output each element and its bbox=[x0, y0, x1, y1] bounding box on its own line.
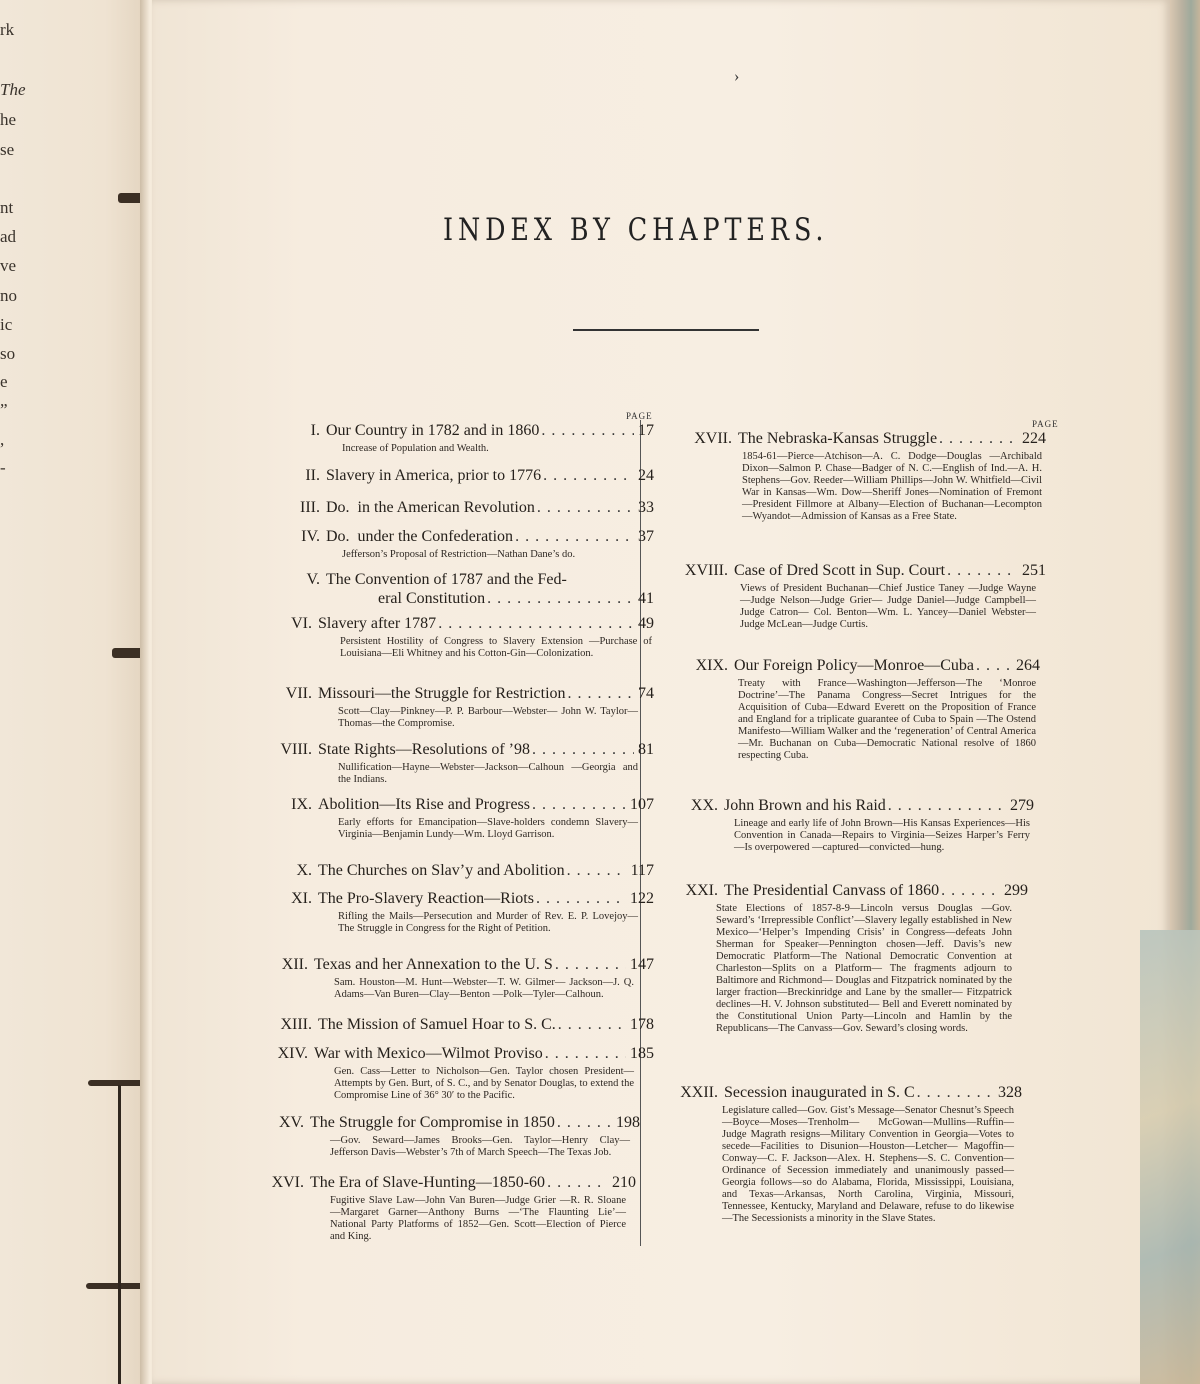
chapter-number: XXII. bbox=[680, 1084, 718, 1101]
chapter-title: Missouri—the Struggle for Restriction bbox=[318, 685, 566, 702]
chapter-title: State Rights—Resolutions of ’98 bbox=[318, 741, 530, 758]
chapter-page: 147 bbox=[630, 956, 654, 973]
chapter-entry bbox=[262, 955, 654, 1001]
chapter-number: VIII. bbox=[280, 741, 312, 758]
chapter-summary: Scott—Clay—Pinkney—P. P. Barbour—Webster— John W. Taylor—Thomas—the Compromise. bbox=[338, 706, 638, 729]
chapter-entry bbox=[262, 614, 654, 660]
chapter-title: The Churches on Slav’y and Abolition bbox=[318, 862, 565, 879]
chapter-number: XX. bbox=[690, 797, 718, 814]
leader-dots bbox=[945, 561, 1018, 580]
chapter-number: I. bbox=[310, 422, 320, 439]
leader-dots bbox=[513, 527, 634, 546]
chapter-entry bbox=[262, 684, 654, 730]
chapter-title: The Era of Slave-Hunting—1850-60 bbox=[310, 1174, 546, 1191]
leader-dots bbox=[556, 1015, 626, 1034]
left-page-fragment: no bbox=[0, 286, 17, 305]
chapter-summary: 1854-61—Pierce—Atchison—A. C. Dodge—Douglas —Archibald Dixon—Salmon P. Chase—Badger of N. C.—English of Ind.—A. H. Stephens—Gov. Reeder—William Phillips—John W. Whitfield—Civil War in Kansas—Wm. Dow—Sheriff Jones—Nomination of Fremont—President Fillmore at Albany—Election of Buchanan—Lecompton—Wyandot—Admission of Kansas as a Free State. bbox=[742, 451, 1042, 522]
printer-mark: › bbox=[734, 68, 740, 85]
chapter-page: 210 bbox=[612, 1174, 636, 1191]
left-page-fragment: ad bbox=[0, 227, 17, 246]
chapter-entry bbox=[262, 570, 654, 608]
left-page-fragment: ” bbox=[0, 400, 8, 419]
chapter-summary: Legislature called—Gov. Gist’s Message—Senator Chesnut’s Speech—Boyce—Moses—Trenholm— McGowan—Mullins—Ruffin—Judge Magrath resigns—Military Convention in Georgia—Votes to secede—Facilities to Disunion—Houston—Letcher— Magoffin—Conway—C. F. Jackson—Alex. H. Stephens—S. C. Convention—Ordinance of Secession immediately and unanimously passed—Georgia follows—so do Alabama, Florida, Mississippi, Louisiana, and Texas—Arkansas, North Carolina, Virginia, Missouri, Tennessee, Kentucky, Maryland and Delaware, refuse to do likewise—The Secessionists a minority in the Slave States. bbox=[722, 1105, 1014, 1224]
chapter-number: XVIII. bbox=[684, 562, 728, 579]
leader-dots bbox=[485, 589, 634, 608]
chapter-entry bbox=[262, 795, 654, 841]
chapter-summary: Persistent Hostility of Congress to Slavery Extension —Purchase of Louisiana—Eli Whitney and his Cotton-Gin—Colonization. bbox=[340, 636, 652, 659]
left-page-fragment: The bbox=[0, 80, 26, 99]
chapter-entry bbox=[662, 429, 1046, 523]
leader-dots bbox=[539, 421, 634, 440]
chapter-entry bbox=[262, 1044, 654, 1102]
chapter-entry bbox=[662, 881, 1028, 1035]
leader-dots bbox=[541, 466, 634, 485]
chapter-entry bbox=[662, 796, 1034, 854]
chapter-title: The Struggle for Compromise in 1850 bbox=[310, 1114, 555, 1131]
chapter-number: X. bbox=[296, 862, 312, 879]
chapter-page: 37 bbox=[638, 528, 654, 545]
chapter-number: VII. bbox=[285, 685, 312, 702]
leader-dots bbox=[974, 656, 1012, 675]
binding-thread bbox=[118, 1085, 121, 1384]
left-page-fragment: rk bbox=[0, 20, 15, 39]
chapter-summary: Early efforts for Emancipation—Slave-holders condemn Slavery—Virginia—Benjamin Lundy—Wm. Lloyd Garrison. bbox=[338, 817, 638, 840]
chapter-title: The Pro-Slavery Reaction—Riots bbox=[318, 890, 534, 907]
chapter-page: 33 bbox=[638, 499, 654, 516]
chapter-entry bbox=[262, 527, 654, 561]
chapter-title: Case of Dred Scott in Sup. Court bbox=[734, 562, 946, 579]
chapter-number: XII. bbox=[281, 956, 308, 973]
chapter-number: XVI. bbox=[271, 1174, 304, 1191]
left-page-fragment: nt bbox=[0, 198, 14, 217]
chapter-page: 251 bbox=[1022, 562, 1046, 579]
chapter-page: 17 bbox=[638, 422, 654, 439]
chapter-number: XVII. bbox=[694, 430, 732, 447]
chapter-summary: Views of President Buchanan—Chief Justice Taney —Judge Wayne—Judge Nelson—Judge Grier— Judge Daniel—Judge Campbell—Judge Catron— Col. Benton—Wm. L. Yancey—Daniel Webster— Judge McLean—Judge Curtis. bbox=[740, 583, 1036, 630]
chapter-number: II. bbox=[305, 467, 320, 484]
chapter-number: VI. bbox=[291, 615, 312, 632]
leader-dots bbox=[530, 740, 634, 759]
left-page-fragment: ic bbox=[0, 315, 13, 334]
chapter-entry bbox=[662, 1083, 1022, 1225]
chapter-entry bbox=[262, 1173, 636, 1243]
chapter-number: XXI. bbox=[685, 882, 718, 899]
chapter-summary: Gen. Cass—Letter to Nicholson—Gen. Taylor chosen President—Attempts by Gen. Burt, of S. C., and by Senator Douglas, to extend the Compromise Line of 36° 30′ to the Pacific. bbox=[334, 1066, 634, 1101]
chapter-entry bbox=[662, 656, 1040, 762]
chapter-summary: Lineage and early life of John Brown—His Kansas Experiences—His Convention in Canada—Repairs to Virginia—Seizes Harper’s Ferry—Is overpowered —captured—convicted—hung. bbox=[734, 818, 1030, 853]
chapter-entry bbox=[262, 861, 654, 880]
left-page-fragment: e bbox=[0, 372, 8, 391]
chapter-title: Abolition—Its Rise and Progress bbox=[318, 796, 530, 813]
chapter-page: 328 bbox=[998, 1084, 1022, 1101]
chapter-summary: Rifling the Mails—Persecution and Murder of Rev. E. P. Lovejoy—The Struggle in Congress for the Right of Petition. bbox=[338, 911, 638, 934]
leader-dots bbox=[937, 429, 1018, 448]
chapter-number: XI. bbox=[291, 890, 312, 907]
chapter-summary: Sam. Houston—M. Hunt—Webster—T. W. Gilmer— Jackson—J. Q. Adams—Van Buren—Clay—Benton —Polk—Tyler—Calhoun. bbox=[334, 977, 634, 1000]
chapter-number: XIII. bbox=[280, 1016, 312, 1033]
chapter-page: 198 bbox=[616, 1114, 640, 1131]
chapter-title: Slavery in America, prior to 1776 bbox=[326, 467, 542, 484]
chapter-title-continued: eral Constitution bbox=[378, 590, 486, 607]
leader-dots bbox=[553, 955, 626, 974]
chapter-page: 264 bbox=[1016, 657, 1040, 674]
leader-dots bbox=[530, 795, 626, 814]
chapter-title: Secession inaugurated in S. C bbox=[724, 1084, 915, 1101]
chapter-page: 107 bbox=[630, 796, 654, 813]
map-background bbox=[1140, 930, 1200, 1384]
chapter-page: 41 bbox=[638, 590, 654, 607]
chapter-summary: Nullification—Hayne—Webster—Jackson—Calhoun —Georgia and the Indians. bbox=[338, 762, 638, 785]
chapter-title: The Presidential Canvass of 1860 bbox=[724, 882, 940, 899]
left-page-fragment: se bbox=[0, 140, 15, 159]
chapter-title: Texas and her Annexation to the U. S bbox=[314, 956, 553, 973]
leader-dots bbox=[543, 1044, 626, 1063]
chapter-number: XV. bbox=[278, 1114, 304, 1131]
leader-dots bbox=[555, 1113, 612, 1132]
chapter-page: 122 bbox=[630, 890, 654, 907]
chapter-number: IV. bbox=[301, 528, 320, 545]
chapter-entry bbox=[262, 498, 654, 517]
leader-dots bbox=[545, 1173, 608, 1192]
chapter-title: The Mission of Samuel Hoar to S. C. bbox=[318, 1016, 556, 1033]
leader-dots bbox=[886, 796, 1006, 815]
left-page-fragment: so bbox=[0, 344, 16, 363]
chapter-title: John Brown and his Raid bbox=[724, 797, 886, 814]
chapter-page: 74 bbox=[638, 685, 654, 702]
leader-dots bbox=[436, 614, 634, 633]
left-page-fragment: ve bbox=[0, 256, 17, 275]
chapter-entry bbox=[262, 1015, 654, 1034]
chapter-entry bbox=[262, 740, 654, 786]
left-page-fragment: , bbox=[0, 430, 5, 449]
chapter-entry bbox=[262, 1113, 640, 1159]
chapter-title: The Nebraska-Kansas Struggle bbox=[738, 430, 938, 447]
chapter-entry bbox=[662, 561, 1046, 631]
chapter-entry bbox=[262, 466, 654, 485]
chapter-page: 299 bbox=[1004, 882, 1028, 899]
chapter-page: 224 bbox=[1022, 430, 1046, 447]
chapter-title: The Convention of 1787 and the Fed- bbox=[326, 571, 567, 588]
chapter-title: Slavery after 1787 bbox=[318, 615, 437, 632]
chapter-page: 279 bbox=[1010, 797, 1034, 814]
left-page-fragment: he bbox=[0, 110, 17, 129]
leader-dots bbox=[915, 1083, 994, 1102]
chapter-entry bbox=[262, 889, 654, 935]
chapter-page: 117 bbox=[630, 862, 654, 879]
chapter-summary: Jefferson’s Proposal of Restriction—Nathan Dane’s do. bbox=[342, 549, 576, 560]
chapter-title: Do. under the Confederation bbox=[326, 528, 514, 545]
left-page-fragment: - bbox=[0, 458, 6, 477]
leader-dots bbox=[535, 498, 634, 517]
chapter-summary: Increase of Population and Wealth. bbox=[342, 443, 489, 454]
page-title: INDEX BY CHAPTERS. bbox=[443, 212, 829, 248]
chapter-summary: Fugitive Slave Law—John Van Buren—Judge Grier —R. R. Sloane—Margaret Garner—Anthony Burns —‘The Flaunting Lie’—National Party Platforms of 1852—Gen. Scott—Election of Pierce and King. bbox=[330, 1195, 626, 1242]
chapter-number: XIX. bbox=[695, 657, 728, 674]
chapter-title: Our Country in 1782 and in 1860 bbox=[326, 422, 540, 439]
chapter-number: V. bbox=[306, 571, 320, 588]
chapter-page: 24 bbox=[638, 467, 654, 484]
leader-dots bbox=[566, 684, 634, 703]
chapter-summary: State Elections of 1857-8-9—Lincoln versus Douglas —Gov. Seward’s ‘Irrepressible Conflict’—Slavery legally established in New Mexico—‘Helper’s Impending Crisis’ in Congress—defeats John Sherman for Speaker—Pennington chosen—Jeff. Davis’s new Democratic Platform—The National Democratic Convention at Charleston—Splits on a Platform— The fragments adjourn to Baltimore and Richmond— Douglas and Fitzpatrick nominated by the larger fraction—Breckinridge and Lane by the smaller— Fitzpatrick declines—H. V. Johnson substituted— Bell and Everett nominated by the Constitutional Union Party—Lincoln and Hamlin by the Republicans—The Canvass—Gov. Seward’s closing words. bbox=[716, 903, 1012, 1034]
chapter-number: III. bbox=[300, 499, 320, 516]
title-rule bbox=[573, 329, 759, 331]
leader-dots bbox=[565, 861, 627, 880]
chapter-page: 81 bbox=[638, 741, 654, 758]
leader-dots bbox=[534, 889, 626, 908]
chapter-page: 49 bbox=[638, 615, 654, 632]
page-column-label: PAGE bbox=[1032, 419, 1059, 429]
leader-dots bbox=[939, 881, 1000, 900]
chapter-number: IX. bbox=[291, 796, 312, 813]
chapter-number: XIV. bbox=[277, 1045, 308, 1062]
chapter-title: Our Foreign Policy—Monroe—Cuba bbox=[734, 657, 974, 674]
page-column-label: PAGE bbox=[626, 411, 653, 421]
left-facing-page bbox=[0, 0, 150, 1384]
chapter-summary: —Gov. Seward—James Brooks—Gen. Taylor—Henry Clay—Jefferson Davis—Webster’s 7th of March Speech—The Texas Job. bbox=[330, 1135, 630, 1158]
chapter-summary: Treaty with France—Washington—Jefferson—The ‘Monroe Doctrine’—The Panama Congress—Secret Intrigues for the Acquisition of Cuba—Edward Everett on the Proposition of France and England for a triplicate guarantee of Cuba to Spain —The Ostend Manifesto—William Walker and the ‘regeneration’ of Central America—Mr. Buchanan on Cuba—Democratic National resolve of 1860 respecting Cuba. bbox=[738, 678, 1036, 761]
chapter-title: War with Mexico—Wilmot Proviso bbox=[314, 1045, 543, 1062]
chapter-entry bbox=[262, 421, 654, 455]
chapter-page: 185 bbox=[630, 1045, 654, 1062]
chapter-title: Do. in the American Revolution bbox=[326, 499, 535, 516]
chapter-page: 178 bbox=[630, 1016, 654, 1033]
